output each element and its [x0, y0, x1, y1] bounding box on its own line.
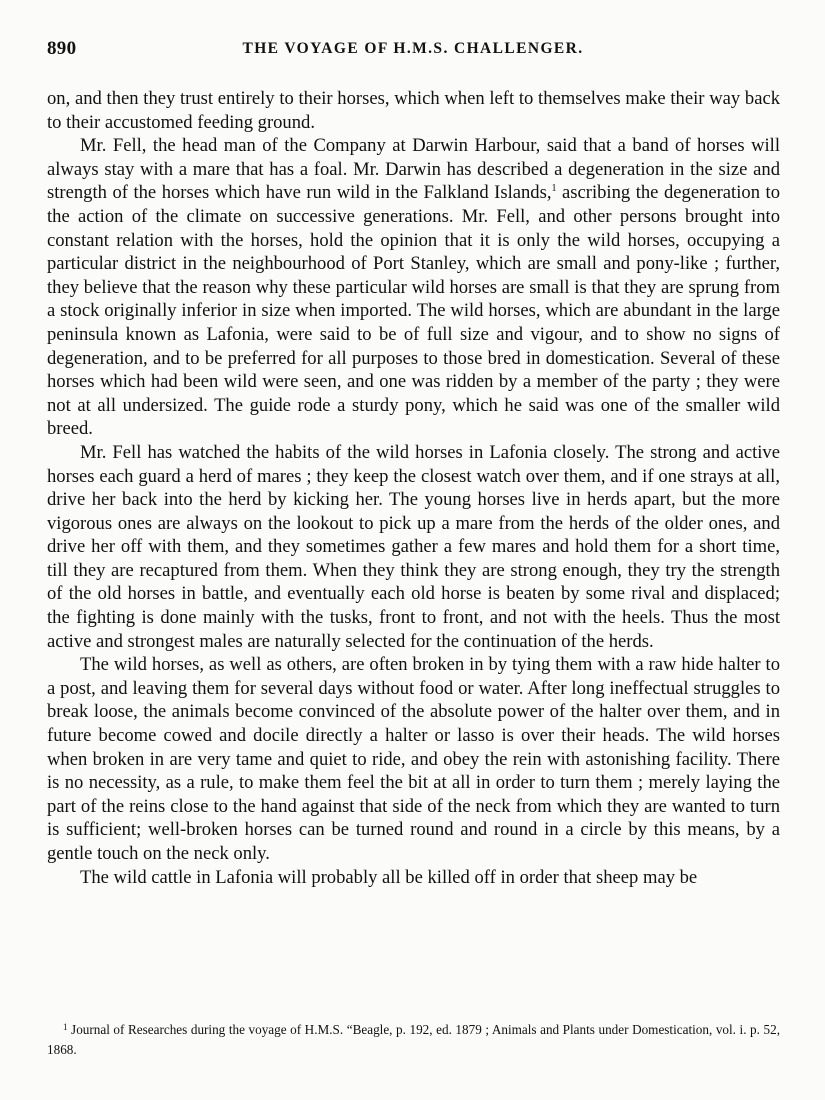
paragraph-2-text-b: ascribing the degeneration to the action of the climate on successive generations. Mr. Fell, and other persons brought into constant relation with the horses, hold the opinion that it is only the wild horses, occupying a particular district in the neighbourhood of Port Stanley, which are small and pony-like ; further, they believe that the reason why these particular wild horses are small is that they are sprung from a stock originally inferior in size when imported. The wild horses, which are abundant in the large peninsula known as Lafonia, were said to be of full size and vigour, and to show no signs of degeneration, and to be preferred for all purposes to those bred in domestication. Several of these horses which had been wild were seen, and one was ridden by a member of the party ; they were not at all undersized. The guide rode a sturdy pony, which he said was one of the smaller wild breed. — [47, 182, 780, 440]
page-header — [47, 38, 779, 62]
paragraph-3: Mr. Fell has watched the habits of the wild horses in Lafonia closely. The strong and active horses each guard a herd of mares ; they keep the closest watch over them, and if one strays at all, drive her back into the herd by kicking her. The young horses live in herds apart, but the more vigorous ones are always on the lookout to pick up a mare from the herds of the older ones, and drive her off with them, and they sometimes gather a few mares and hold them for a short time, till they are recaptured from them. When they think they are strong enough, they try the strength of the old horses in battle, and eventually each old horse is beaten by some rival and displaced; the fighting is done mainly with the tusks, front to front, and not with the heels. Thus the most active and strongest males are naturally selected for the continuation of the herds. — [47, 441, 780, 652]
footnote — [47, 1020, 780, 1059]
running-title: THE VOYAGE OF H.M.S. CHALLENGER. — [242, 40, 584, 57]
body-text — [47, 87, 780, 889]
footnote-reference-mark: 1 — [551, 183, 557, 195]
footnote-body: Journal of Researches during the voyage of H.M.S. “Beagle, p. 192, ed. 1879 ; Animals and Plants under Domestication, vol. i. p. 52, 1868. — [47, 1022, 780, 1057]
paragraph-5: The wild cattle in Lafonia will probably all be killed off in order that sheep may be — [80, 866, 698, 888]
page-number: 890 — [47, 38, 77, 59]
paragraph-2 — [47, 134, 780, 441]
paragraph-2-text-a: Mr. Fell, the head man of the Company at Darwin Harbour, said that a band of horses will always stay with a mare that has a foal. Mr. Darwin has described a degeneration in the size and strength of the horses which have run wild in the Falkland Islands, — [47, 135, 780, 204]
paragraph-4: The wild horses, as well as others, are often broken in by tying them with a raw hide halter to a post, and leaving them for several days without food or water. After long ineffectual struggles to break loose, the animals become convinced of the absolute power of the halter over them, and in future become cowed and docile directly a halter or lasso is over their heads. The wild horses when broken in are very tame and quiet to ride, and obey the rein with astonishing facility. There is no necessity, as a rule, to make them feel the bit at all in order to turn them ; merely laying the part of the reins close to the hand against that side of the neck from which they are wanted to turn is sufficient; well-broken horses can be turned round and round in a circle by this means, by a gentle touch on the neck only. — [47, 654, 780, 864]
paragraph-1: on, and then they trust entirely to their horses, which when left to themselves make their way back to their accustomed feeding ground. — [47, 88, 780, 133]
footnote-mark: 1 — [63, 1022, 68, 1032]
footnote-text — [47, 1020, 780, 1059]
